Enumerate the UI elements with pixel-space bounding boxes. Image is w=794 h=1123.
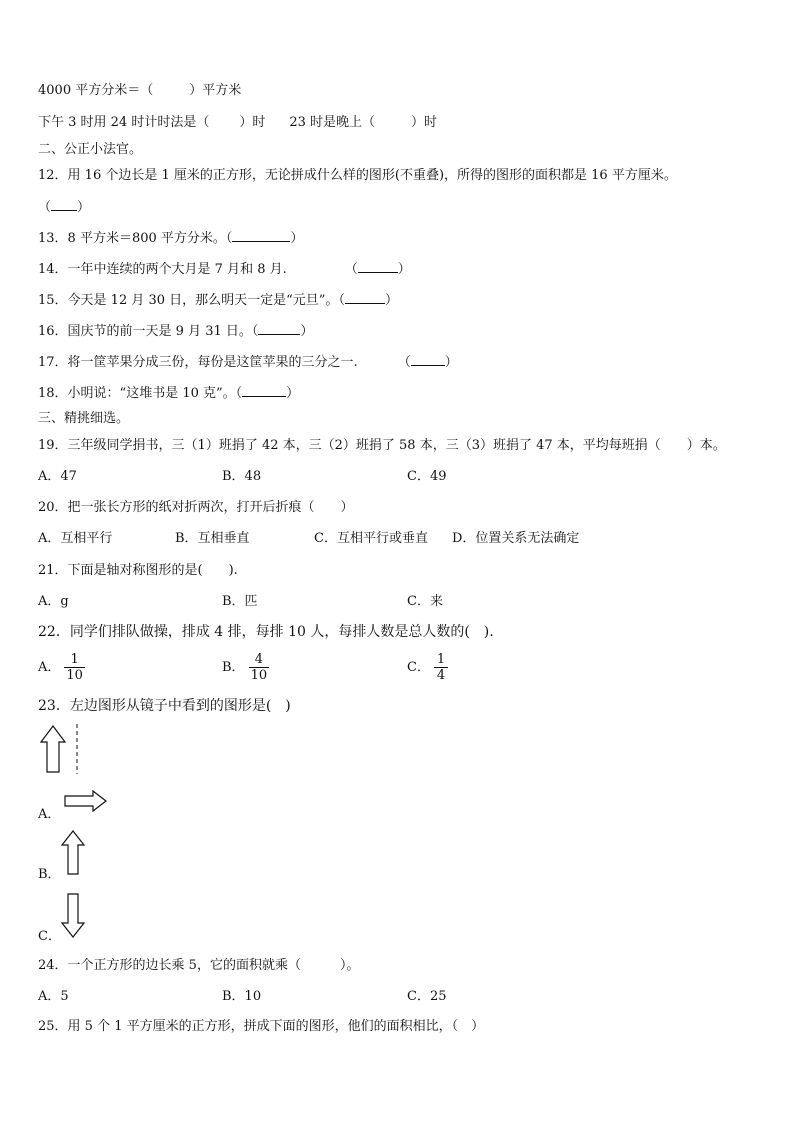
question-15: 15．今天是 12 月 30 日，那么明天一定是“元旦”。（ ）	[38, 293, 398, 308]
fill-line-area: 4000 平方分米＝（ ）平方米	[38, 83, 242, 98]
q23-option-c[interactable]: C．	[38, 929, 61, 944]
question-24: 24．一个正方形的边长乘 5，它的面积就乘（ ）。	[38, 958, 360, 973]
question-21: 21．下面是轴对称图形的是( ).	[38, 563, 238, 578]
question-18: 18．小明说：“这堆书是 10 克”。（ ）	[38, 386, 300, 401]
q20-option-b[interactable]: B．互相垂直	[175, 531, 250, 546]
section-heading-choice: 三、精挑细选。	[38, 411, 130, 426]
q20-option-c[interactable]: C．互相平行或垂直	[314, 531, 428, 546]
q19-option-b[interactable]: B．48	[222, 469, 262, 484]
question-22: 22．同学们排队做操，排成 4 排，每排 10 人，每排人数是总人数的( ).	[38, 624, 494, 640]
answer-blank[interactable]	[51, 198, 77, 211]
answer-blank[interactable]	[358, 260, 398, 273]
question-13: 13．8 平方米＝800 平方分米。（ ）	[38, 231, 304, 246]
answer-blank[interactable]	[242, 384, 286, 397]
answer-blank[interactable]	[345, 291, 385, 304]
q24-option-a[interactable]: A．5	[38, 989, 69, 1004]
q19-option-a[interactable]: A．47	[38, 469, 77, 484]
question-16: 16．国庆节的前一天是 9 月 31 日。（ ）	[38, 324, 314, 339]
fill-line-time: 下午 3 时用 24 时计时法是（ ）时 23 时是晚上（ ）时	[38, 115, 438, 130]
reference-up-arrow-figure	[40, 724, 90, 776]
q24-option-b[interactable]: B．10	[222, 989, 262, 1004]
question-23: 23．左边图形从镜子中看到的图形是( )	[38, 698, 291, 714]
q21-option-b[interactable]: B．匹	[222, 594, 258, 609]
question-12: 12．用 16 个边长是 1 厘米的正方形，无论拼成什么样的图形(不重叠)，所得的图形的面积都是 16 平方厘米。	[38, 168, 677, 183]
q19-option-c[interactable]: C．49	[407, 469, 447, 484]
q23-option-b[interactable]: B．	[38, 867, 61, 882]
q22-option-a[interactable]: A． $\frac{1}{10}$	[38, 652, 83, 683]
q24-option-c[interactable]: C．25	[407, 989, 447, 1004]
answer-blank[interactable]	[232, 229, 290, 242]
question-14: 14．一年中连续的两个大月是 7 月和 8 月. （ ）	[38, 262, 411, 277]
fraction: $\frac{1}{4}$	[434, 652, 448, 683]
question-17: 17．将一筐苹果分成三份，每份是这筐苹果的三分之一. （ ）	[38, 355, 458, 370]
q22-option-b[interactable]: B． $\frac{4}{10}$	[222, 652, 268, 683]
fraction: $\frac{1}{10}$	[66, 652, 83, 683]
answer-blank[interactable]	[411, 353, 445, 366]
right-arrow-icon	[64, 790, 108, 814]
q20-option-a[interactable]: A．互相平行	[38, 531, 113, 546]
fraction: $\frac{4}{10}$	[250, 652, 268, 683]
q23-option-a[interactable]: A．	[38, 807, 61, 822]
q21-option-c[interactable]: C．来	[407, 594, 443, 609]
q22-option-c[interactable]: C． $\frac{1}{4}$	[407, 652, 448, 683]
q21-option-a[interactable]: A．g	[38, 594, 69, 609]
section-heading-judge: 二、公正小法官。	[38, 142, 143, 157]
question-19: 19．三年级同学捐书，三（1）班捐了 42 本，三（2）班捐了 58 本，三（3）班捐了 47 本，平均每班捐（ ）本。	[38, 438, 726, 453]
down-arrow-icon	[60, 893, 86, 939]
q20-option-d[interactable]: D．位置关系无法确定	[452, 531, 580, 546]
question-25: 25．用 5 个 1 平方厘米的正方形，拼成下面的图形，他们的面积相比，（ ）	[38, 1019, 485, 1034]
answer-blank[interactable]	[258, 322, 300, 335]
question-12-answer: （ ）	[38, 200, 91, 215]
up-arrow-icon	[60, 830, 86, 876]
question-20: 20．把一张长方形的纸对折两次，打开后折痕（ ）	[38, 500, 354, 515]
